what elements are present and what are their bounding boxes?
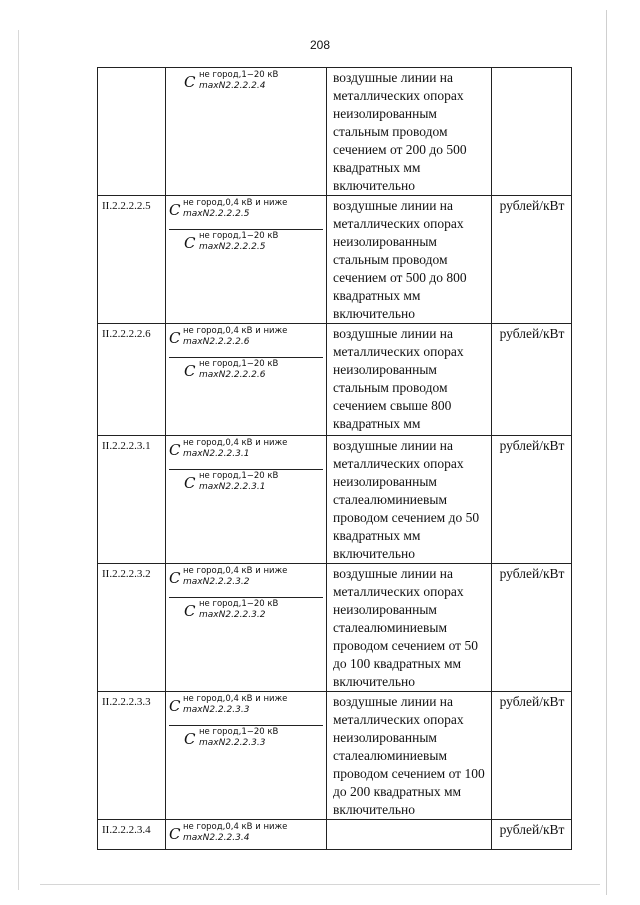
scan-edge-right [606,10,607,895]
formula-subscript: maxN2.2.2.3.3 [199,738,266,748]
row-unit [492,68,572,196]
formula-symbol: C [169,569,181,587]
formula-superscript: не город,1−20 кВ [199,359,279,369]
formula-superscript: не город,1−20 кВ [199,70,279,80]
formula-subscript: maxN2.2.2.2.5 [199,242,266,252]
formula [169,437,323,465]
tariff-table [97,67,572,850]
formula-symbol: C [169,329,181,347]
formula-subscript: maxN2.2.2.3.2 [183,577,250,587]
table-row [98,564,572,692]
formula-subscript: maxN2.2.2.3.1 [183,449,250,459]
formula-symbol: C [184,474,196,492]
row-code: II.2.2.2.2.5 [98,196,166,324]
formula-cell [166,196,327,324]
row-unit: рублей/кВт [492,564,572,692]
row-code: II.2.2.2.3.4 [98,820,166,850]
formula [169,565,323,593]
row-description: воздушные линии на металлических опорах неизолированным сталеалюминиевым проводом сечением от 50 до 100 квадратных мм включительно [327,564,492,692]
table-row [98,68,572,196]
row-description: воздушные линии на металлических опорах неизолированным стальным проводом сечением от 200 до 500 квадратных мм включительно [327,68,492,196]
formula-cell [166,692,327,820]
formula-symbol: C [184,362,196,380]
formula-superscript: не город,0,4 кВ и ниже [183,566,288,576]
formula-superscript: не город,0,4 кВ и ниже [183,694,288,704]
formula-superscript: не город,1−20 кВ [199,471,279,481]
row-code: II.2.2.2.3.1 [98,436,166,564]
row-description [327,820,492,850]
formula-cell [166,324,327,436]
formula-symbol: C [169,825,181,843]
row-description: воздушные линии на металлических опорах неизолированным сталеалюминиевым проводом сечением от 100 до 200 квадратных мм включительно [327,692,492,820]
row-code: II.2.2.2.3.3 [98,692,166,820]
formula [169,469,323,498]
formula-symbol: C [169,201,181,219]
formula-superscript: не город,0,4 кВ и ниже [183,822,288,832]
formula-cell [166,564,327,692]
formula-subscript: maxN2.2.2.2.6 [183,337,250,347]
formula-cell [166,68,327,196]
formula [169,197,323,225]
formula-symbol: C [184,73,196,91]
formula-subscript: maxN2.2.2.3.4 [183,833,250,843]
formula-superscript: не город,0,4 кВ и ниже [183,326,288,336]
row-description: воздушные линии на металлических опорах неизолированным стальным проводом сечением свыше 800 квадратных мм [327,324,492,436]
row-unit: рублей/кВт [492,196,572,324]
formula-cell [166,820,327,850]
formula-subscript: maxN2.2.2.2.5 [183,209,250,219]
formula-superscript: не город,1−20 кВ [199,599,279,609]
formula-symbol: C [184,730,196,748]
row-description: воздушные линии на металлических опорах неизолированным стальным проводом сечением от 500 до 800 квадратных мм включительно [327,196,492,324]
formula-cell [166,436,327,564]
formula-subscript: maxN2.2.2.2.4 [199,81,266,91]
page-number: 208 [309,38,331,52]
formula [169,693,323,721]
row-unit: рублей/кВт [492,324,572,436]
row-code: II.2.2.2.2.6 [98,324,166,436]
table-row [98,196,572,324]
formula-symbol: C [184,234,196,252]
row-unit: рублей/кВт [492,692,572,820]
formula [169,821,323,849]
formula-superscript: не город,0,4 кВ и ниже [183,438,288,448]
formula-superscript: не город,1−20 кВ [199,727,279,737]
row-code [98,68,166,196]
formula [169,69,323,97]
formula [169,229,323,258]
formula [169,597,323,626]
formula-symbol: C [184,602,196,620]
formula-subscript: maxN2.2.2.2.6 [199,370,266,380]
table-row [98,324,572,436]
row-description: воздушные линии на металлических опорах неизолированным сталеалюминиевым проводом сечением до 50 квадратных мм включительно [327,436,492,564]
formula [169,725,323,754]
table-row [98,436,572,564]
formula [169,357,323,386]
table-row [98,820,572,850]
formula-subscript: maxN2.2.2.3.3 [183,705,250,715]
formula-superscript: не город,0,4 кВ и ниже [183,198,288,208]
formula [169,325,323,353]
formula-symbol: C [169,441,181,459]
row-code: II.2.2.2.3.2 [98,564,166,692]
formula-subscript: maxN2.2.2.3.2 [199,610,266,620]
scan-edge-left [18,30,19,890]
table-row [98,692,572,820]
formula-superscript: не город,1−20 кВ [199,231,279,241]
tariff-table-body [98,68,572,850]
scan-edge-bottom [40,884,600,885]
row-unit: рублей/кВт [492,820,572,850]
formula-symbol: C [169,697,181,715]
row-unit: рублей/кВт [492,436,572,564]
formula-subscript: maxN2.2.2.3.1 [199,482,266,492]
